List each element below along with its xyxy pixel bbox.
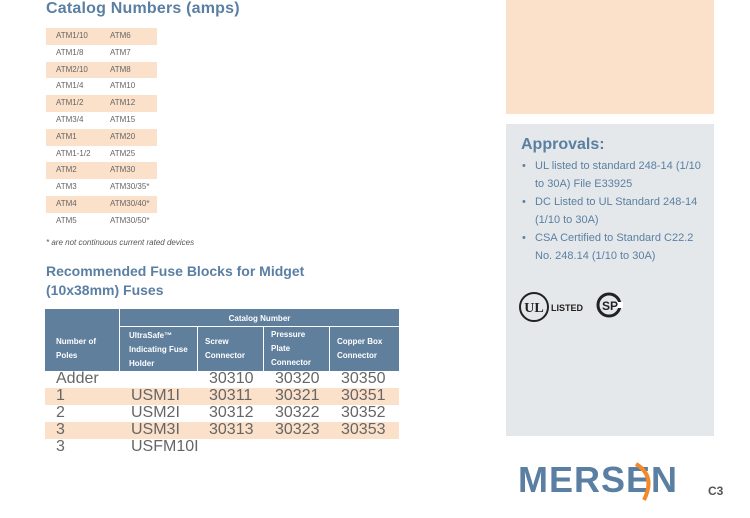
catalog-cell: ATM1/8 [56, 47, 84, 57]
table-cell: 30321 [275, 387, 320, 404]
catalog-row [46, 78, 157, 95]
catalog-row [46, 45, 157, 62]
table-cell [264, 439, 330, 456]
catalog-cell: ATM30/35* [110, 182, 150, 192]
approval-item-text: CSA Certified to Standard C22.2 No. 248.14 (1/10 to 30A) [535, 232, 694, 262]
catalog-cell: ATM25 [110, 148, 136, 158]
header-divider-3 [263, 326, 264, 371]
catalog-cell: ATM1-1/2 [56, 148, 91, 158]
table-cell: 30353 [341, 421, 386, 438]
catalog-cell: ATM1/4 [56, 81, 84, 91]
approval-item: • CSA Certified to Standard C22.2 No. 248.14 (1/10 to 30A) [522, 232, 694, 262]
table-cell: 30350 [341, 370, 386, 387]
ul-mark-text: UL [524, 301, 544, 316]
approvals-list [521, 157, 711, 265]
catalog-cell: ATM6 [110, 31, 131, 40]
catalog-row [46, 129, 157, 146]
header-number-of-poles: Number of Poles [56, 337, 96, 360]
catalog-numbers-title: Catalog Numbers (amps) [46, 0, 240, 17]
mersen-text: MERSEN [518, 459, 679, 500]
table-cell: USM3I [131, 421, 180, 438]
table-row [45, 439, 399, 456]
header-divider-4 [329, 326, 330, 371]
table-cell: 30320 [275, 370, 320, 387]
table-row [45, 371, 399, 388]
csa-mark-text: SP [601, 299, 619, 313]
table-cell: USFM10I [131, 438, 199, 455]
catalog-row [46, 62, 157, 79]
table-cell: 30312 [209, 404, 254, 421]
header-pressure-plate-connector: Pressure Plate Connector [271, 330, 311, 367]
catalog-footnote: * are not continuous current rated devices [46, 238, 195, 247]
catalog-cell: ATM7 [110, 47, 131, 57]
info-panel-top [506, 0, 714, 114]
catalog-cell: ATM3/4 [56, 114, 84, 124]
catalog-row [46, 213, 157, 230]
catalog-cell: ATM30/50* [110, 215, 150, 225]
page-number: C3 [708, 484, 724, 498]
table-row [45, 422, 399, 439]
catalog-cell: ATM8 [110, 64, 131, 74]
header-screw-connector: Screw Connector [205, 337, 245, 360]
table-cell: 30310 [209, 370, 254, 387]
table-cell: 30352 [341, 404, 386, 421]
catalog-cell: ATM2/10 [56, 64, 88, 74]
catalog-row [46, 162, 157, 179]
header-divider-1 [119, 309, 120, 371]
catalog-numbers-grid [46, 28, 157, 230]
catalog-row [46, 112, 157, 129]
catalog-cell: ATM1/10 [56, 31, 88, 40]
table-cell: 3 [56, 421, 65, 438]
approval-item-text: DC Listed to UL Standard 248-14 (1/10 to 30A) [535, 196, 698, 226]
catalog-cell: ATM1/2 [56, 98, 84, 108]
table-header [45, 309, 399, 371]
table-cell: 30313 [209, 421, 254, 438]
fuse-blocks-table [45, 309, 399, 457]
catalog-row [46, 95, 157, 112]
catalog-cell: ATM4 [56, 198, 77, 208]
fuse-blocks-title [46, 262, 366, 300]
catalog-cell: ATM15 [110, 114, 136, 124]
table-cell [120, 371, 198, 388]
table-cell: Adder [56, 370, 99, 387]
fuse-blocks-title-line2: (10x38mm) Fuses [46, 282, 164, 298]
table-cell: USM1I [131, 387, 180, 404]
approval-item: • UL listed to standard 248-14 (1/10 to 30A) File E33925 [522, 160, 701, 190]
catalog-row [46, 146, 157, 163]
header-group-catalog-number: Catalog Number [228, 314, 291, 323]
table-cell: 1 [56, 387, 65, 404]
table-cell: 30311 [209, 387, 253, 404]
csa-icon [596, 290, 624, 320]
catalog-cell: ATM30/40* [110, 198, 150, 208]
ul-listed-logo [519, 291, 585, 328]
header-copper-box-connector: Copper Box Connector [337, 337, 383, 360]
mersen-logo [516, 456, 706, 515]
ul-listed-text: LISTED [551, 303, 584, 313]
catalog-row [46, 28, 157, 45]
catalog-row [46, 179, 157, 196]
catalog-cell: ATM5 [56, 215, 77, 225]
catalog-cell: ATM20 [110, 131, 136, 141]
catalog-cell: ATM1 [56, 131, 77, 141]
table-cell [330, 439, 399, 456]
approvals-title: Approvals: [521, 136, 605, 153]
table-row [45, 388, 399, 405]
catalog-cell: ATM12 [110, 98, 136, 108]
catalog-cell: ATM30 [110, 165, 136, 175]
catalog-cell: ATM10 [110, 81, 136, 91]
header-ultrasafe-holder: UltraSafe™ Indicating Fuse Holder [129, 331, 188, 368]
header-divider-2 [197, 326, 198, 371]
approval-item: • DC Listed to UL Standard 248-14 (1/10 to 30A) [522, 196, 698, 226]
table-cell: 30323 [275, 421, 320, 438]
catalog-cell: ATM2 [56, 165, 77, 175]
table-cell [198, 439, 264, 456]
ul-icon [519, 291, 585, 323]
table-cell: 3 [56, 438, 65, 455]
table-cell: 30322 [275, 404, 320, 421]
catalog-cell: ATM3 [56, 182, 77, 192]
catalog-row [46, 196, 157, 213]
table-cell: USM2I [131, 404, 180, 421]
table-cell: 2 [56, 404, 65, 421]
table-row [45, 405, 399, 422]
approval-item-text: UL listed to standard 248-14 (1/10 to 30A) File E33925 [535, 160, 701, 190]
fuse-blocks-title-line1: Recommended Fuse Blocks for Midget [46, 263, 305, 279]
header-divider-horizontal [120, 326, 399, 327]
table-cell: 30351 [341, 387, 386, 404]
csa-logo [596, 290, 624, 325]
